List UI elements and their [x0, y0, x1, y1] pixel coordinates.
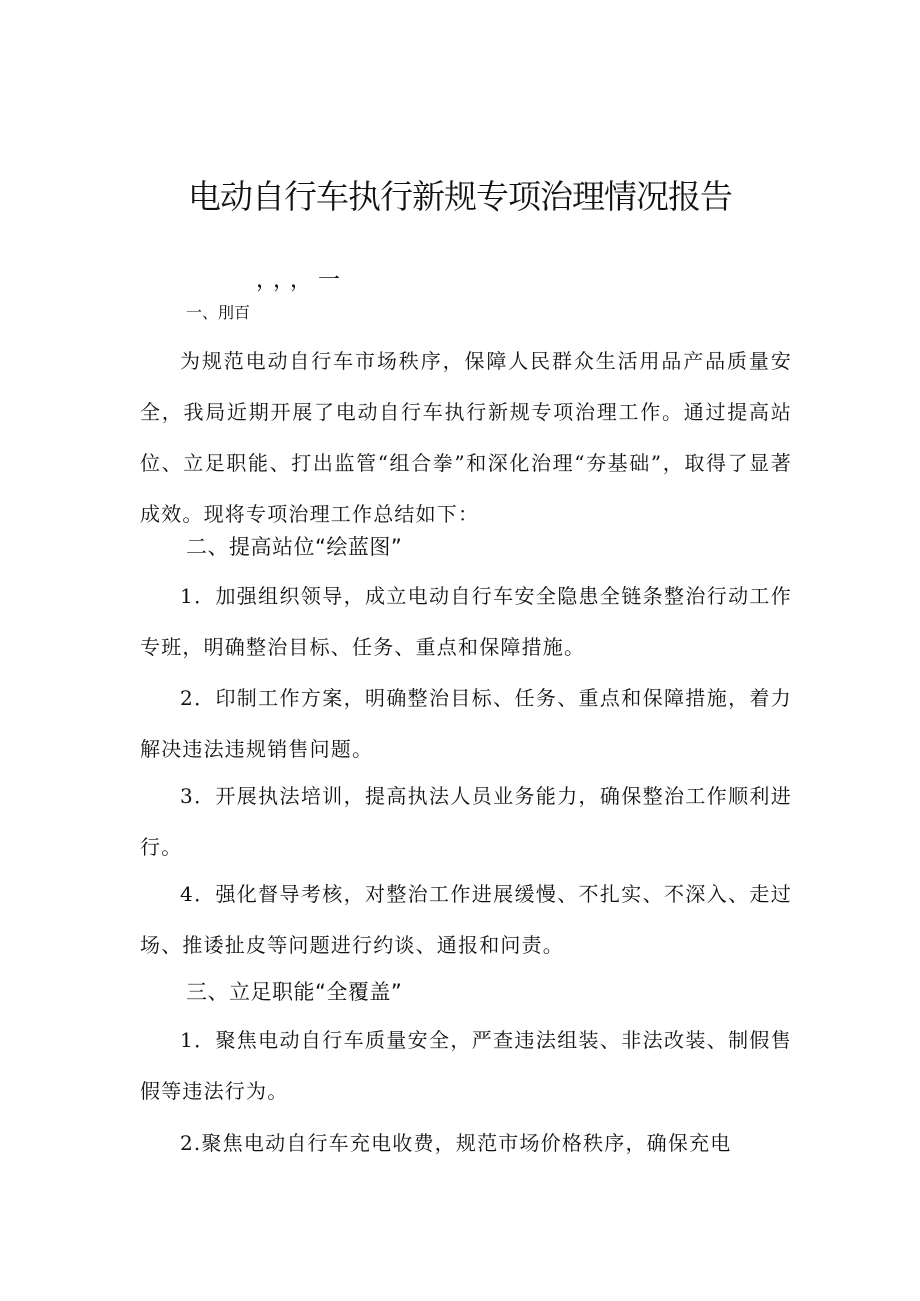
section-3-item-2: 2.聚焦电动自行车充电收费，规范市场价格秩序，确保充电 — [180, 1131, 732, 1155]
section-1-heading: 一、刖百 — [186, 303, 251, 322]
section-2-item-4: 4．强化督导考核，对整治工作进展缓慢、不扎实、不深入、走过场、推诿扯皮等问题进行约谈、通报和问责。 — [140, 882, 792, 957]
intro-paragraph: 为规范电动自行车市场秩序，保障人民群众生活用品产品质量安全，我局近期开展了电动自行车执行新规专项治理工作。通过提高站位、立足职能、打出监管“组合拳”和深化治理“夯基础”，取得了显著成效。现将专项治理工作总结如下： — [140, 349, 792, 526]
section-2-heading: 二、提高站位“绘蓝图” — [186, 535, 403, 559]
stray-marks: ，，，一 — [256, 268, 347, 293]
section-2-item-3: 3．开展执法培训，提高执法人员业务能力，确保整治工作顺利进行。 — [140, 784, 792, 859]
section-2-item-1: 1．加强组织领导，成立电动自行车安全隐患全链条整治行动工作专班，明确整治目标、任务、重点和保障措施。 — [140, 584, 792, 659]
section-2-item-2: 2．印制工作方案，明确整治目标、任务、重点和保障措施，着力解决违法违规销售问题。 — [140, 686, 792, 761]
document-title: 电动自行车执行新规专项治理情况报告 — [188, 177, 732, 216]
section-3-item-1: 1．聚焦电动自行车质量安全，严查违法组装、非法改装、制假售假等违法行为。 — [140, 1028, 792, 1103]
section-3-heading: 三、立足职能“全覆盖” — [186, 980, 403, 1004]
